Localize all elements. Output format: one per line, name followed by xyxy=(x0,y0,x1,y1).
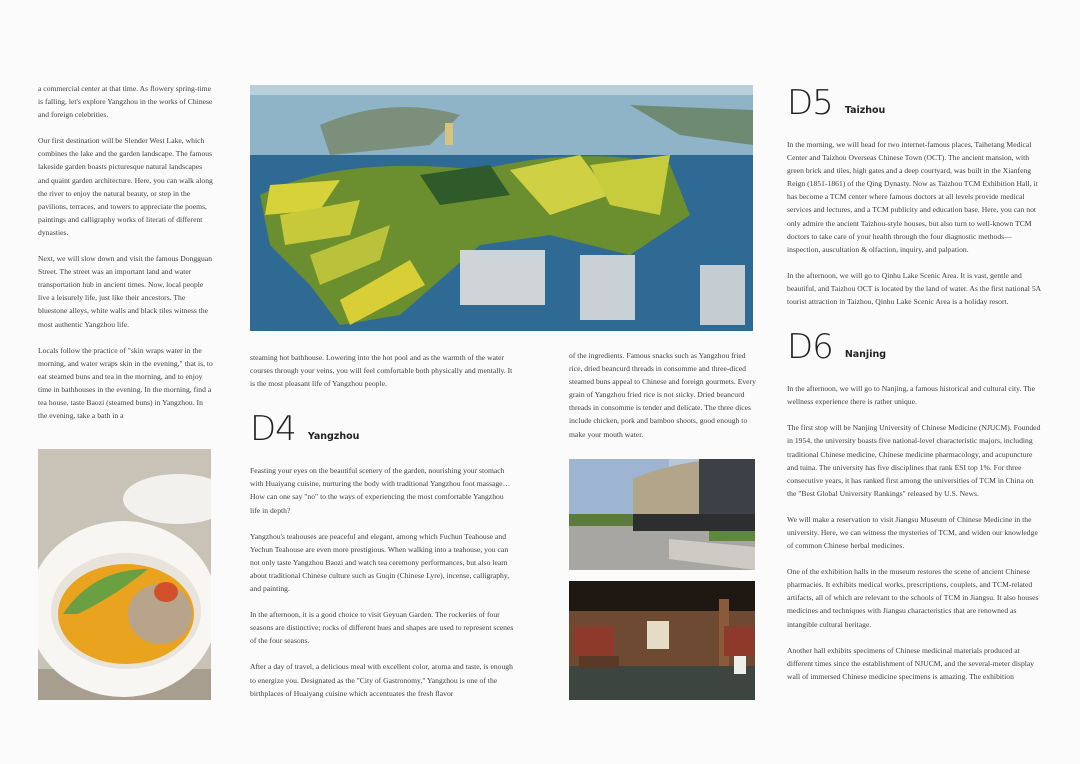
paragraph: We will make a reservation to visit Jiangsu Museum of Chinese Medicine in the university. Here, we can witness the mysteries of TCM, and widen our knowledge of common Chinese herbal medicines. xyxy=(787,514,1038,551)
day-heading-d6 xyxy=(787,327,1043,368)
paragraph: Another hall exhibits specimens of Chinese medicinal materials produced at different times since the establishment of NJUCM, and the several-meter display wall of immersed Chinese medicine specimens is amazing. The exhibition xyxy=(787,645,1035,681)
lion-head-soup-photo xyxy=(38,449,211,700)
paragraph: After a day of travel, a delicious meal with excellent color, aroma and taste, is enough to energize you. Designated as the "City of Gastronomy," Yangzhou is one of the birthplaces of Huaiyang cuisine which accentuates the fresh flavor xyxy=(250,662,513,698)
paragraph: The first stop will be Nanjing University of Chinese Medicine (NJUCM). Founded in 1954, the university boasts five national-level characteristic majors, including traditional Chinese medicine, Chinese medicine pharmacology, and acupuncture and tuina. The university has five disciplines that rank ESI top 1%. For three consecutive years, it has ranked first among the universities of TCM in China on the "Best Global University Rankings" released by U.S. News. xyxy=(787,423,1041,498)
day-city: Yangzhou xyxy=(307,431,360,443)
day-city: Taizhou xyxy=(844,105,886,116)
paragraph: In the afternoon, we will go to Qinhu Lake Scenic Area. It is vast, gentle and beautiful, and Taizhou OCT is located by the land of water. As the first national 5A tourist attraction in Taizhou, Qinhu Lake Scenic Area is a holiday resort. xyxy=(787,270,1041,307)
paragraph: Locals follow the practice of "skin wraps water in the morning, and water wraps skin in the evening," that is, to eat steamed buns and tea in the morning, and to enjoy time in bathhouses in the evening. In the morning, find a tea house, taste Baozi (steamed buns) in Yangzhou. In the evening, take a bath in a xyxy=(38,345,213,421)
paragraph: In the afternoon, we will go to Nanjing, a famous historical and cultural city. The wellness experience there is rather unique. xyxy=(787,384,1035,407)
paragraph: In the morning, we will head for two internet-famous places, Taihetang Medical Center and Taizhou Overseas Chinese Town (OCT). The ancient mansion, with green brick and tiles, high gates and a deep courtyard, was built in the Xianfeng Reign (1851-1861) of the Qing Dynasty. Now as Taizhou TCM Exhibition Hall, it has become a TCM center where famous doctors at all levels provide medical services and lectures, and a TCM publicity and education base. Here, you can not only admire the ancient Taizhou-style houses, but also turn to well-known TCM doctors to take care of your health through the four diagnostic methods—inspection, auscultation & olfaction, inquiry, and palpation. xyxy=(787,140,1038,254)
day-number: D4 xyxy=(250,409,296,450)
day-number: D6 xyxy=(787,327,833,368)
paragraph: In the afternoon, it is a good choice to visit Geyuan Garden. The rockeries of four seasons are distinctive; rocks of different hues and shapes are used to represent scenes of the four seasons. xyxy=(250,610,514,646)
paragraph: Yangzhou's teahouses are peaceful and elegant, among which Fuchun Teahouse and Yechun Teahouse are even more prestigious. When walking into a teahouse, you can not only taste Yangzhou Baozi and watch tea ceremony performances, but also learn about traditional Chinese culture such as Guqin (Chinese Lyre), incense, calligraphy, and painting. xyxy=(250,531,510,594)
paragraph: a commercial center at that time. As flowery spring-time is falling, let's explore Yangzhou in the works of Chinese and foreign celebrities. xyxy=(38,84,213,120)
aerial-lake-photo xyxy=(250,85,753,331)
paragraph: steaming hot bathhouse. Lowering into the hot pool and as the warmth of the water courses through your veins, you will feel comfortable both physically and mentally. It is the most pleasant life of Yangzhou people. xyxy=(250,353,513,389)
paragraph: Our first destination will be Slender West Lake, which combines the lake and the garden landscape. The famous lakeside garden boasts picturesque natural landscapes and quaint garden architecture. Here, you can walk along the river to enjoy the natural beauty, or step in the pavilions, terraces, and towers to appreciate the poems, paintings and calligraphy works of literati of different dynasties. xyxy=(38,136,213,237)
column-3 xyxy=(569,349,759,454)
paragraph: Next, we will slow down and visit the famous Dongguan Street. The street was an important land and water transportation hub in ancient times. Now, local people live a leisurely life, just like their ancestors. The bluestone alleys, white walls and black tiles witness the most authentic Yangzhou life. xyxy=(38,254,213,329)
day-heading-d5 xyxy=(787,83,1043,123)
pharmacy-hall-photo xyxy=(569,581,755,700)
museum-exterior-photo xyxy=(569,459,755,570)
paragraph: Feasting your eyes on the beautiful scenery of the garden, nourishing your stomach with Huaiyang cuisine, nurturing the body with traditional Yangzhou foot massage… How can one say "no" to the ways of experiencing the most comfortable Yangzhou life in depth? xyxy=(250,466,511,515)
column-4 xyxy=(787,83,1043,696)
column-2 xyxy=(250,351,515,713)
day-heading-d4 xyxy=(250,409,515,450)
paragraph: of the ingredients. Famous snacks such as Yangzhou fried rice, dried beancurd threads in consomme and three-diced steamed buns appeal to Chinese and foreign gourmets. Every grain of Yangzhou fried rice is not sticky. Dried beancurd threads in consomme is tender and delicate. The three dices include chicken, pork and bamboo shoots, good enough to make your mouth water. xyxy=(569,351,756,439)
day-city: Nanjing xyxy=(844,349,887,361)
column-1 xyxy=(38,82,214,435)
paragraph: One of the exhibition halls in the museum restores the scene of ancient Chinese pharmacies. It exhibits medical works, prescriptions, couplets, and TCM-related artifacts, all of which are relevant to the schools of TCM in Jiangsu. It also houses medicines and techniques with Jiangsu characteristics that are renowned as intangible cultural heritage. xyxy=(787,567,1039,629)
day-number: D5 xyxy=(787,83,833,123)
